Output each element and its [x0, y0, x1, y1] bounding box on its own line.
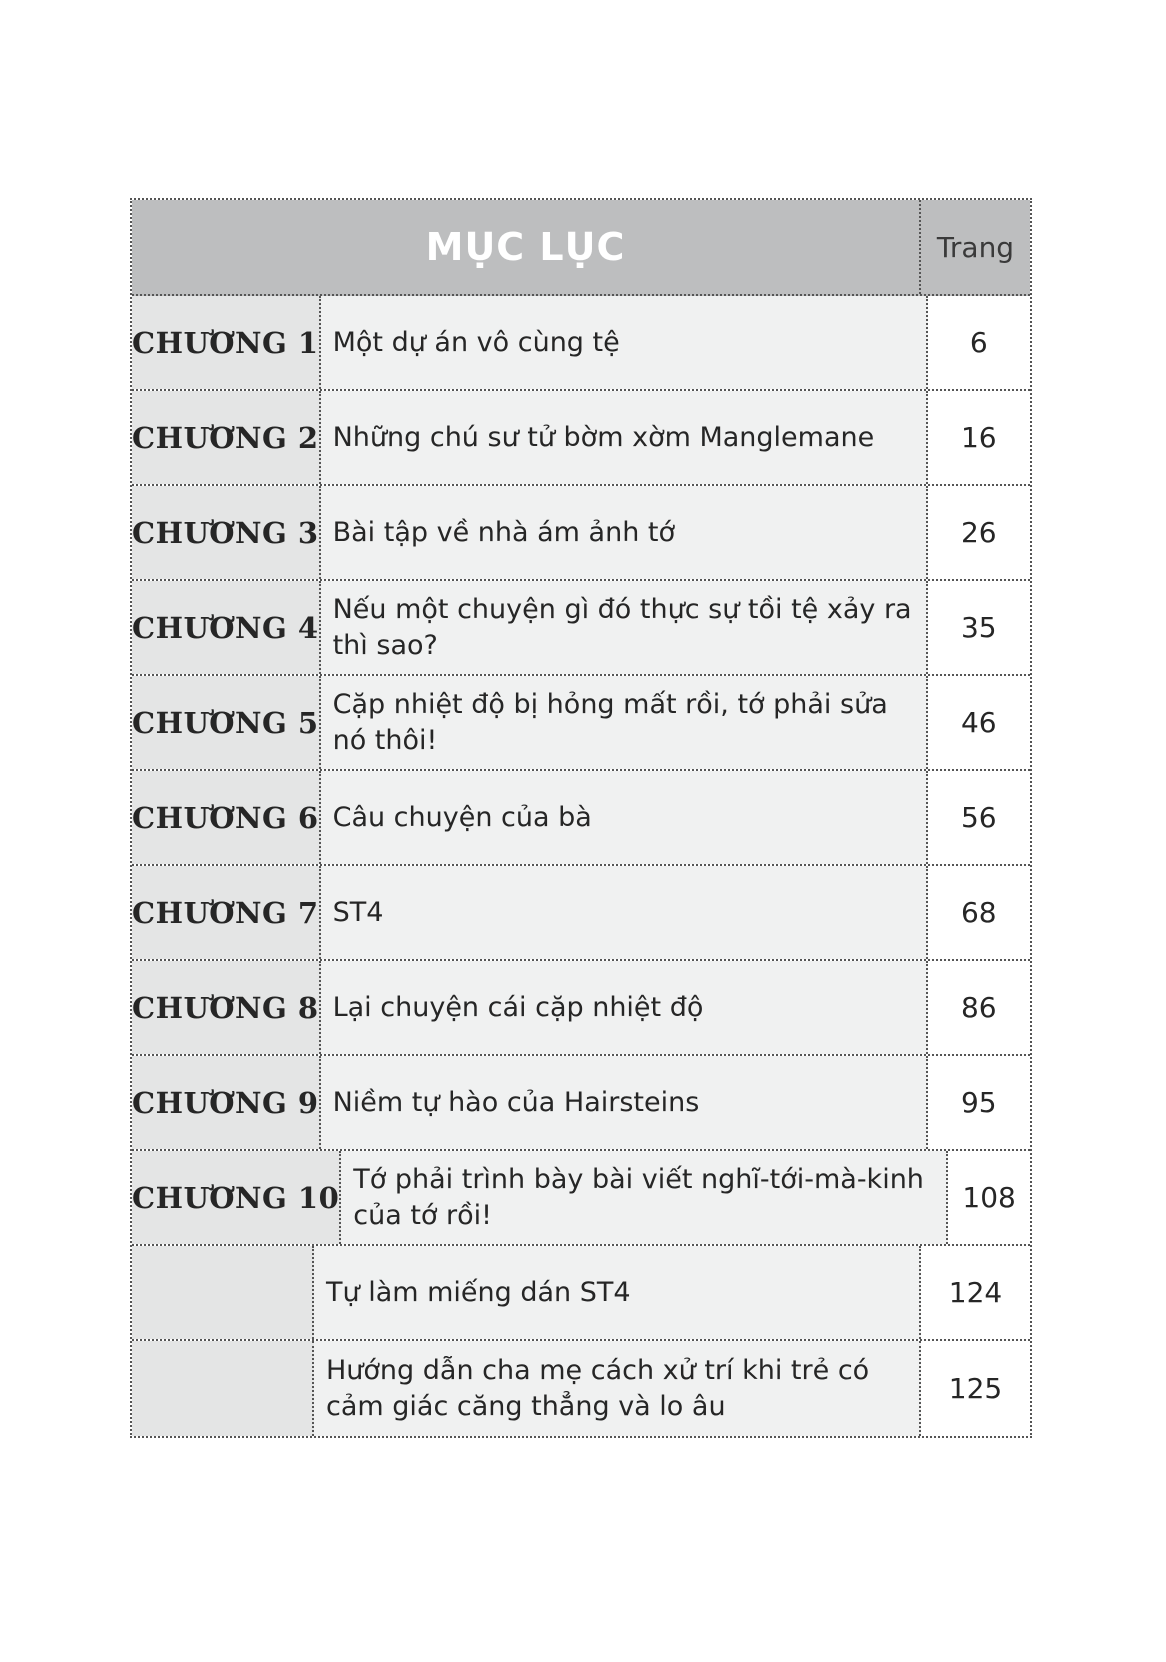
toc-title: MỤC LỤC [132, 200, 921, 294]
chapter-title: Bài tập về nhà ám ảnh tớ [321, 486, 928, 579]
toc-row [132, 1246, 1030, 1341]
chapter-title: ST4 [321, 866, 928, 959]
page-number: 108 [948, 1151, 1030, 1244]
chapter-label: CHƯƠNG 7 [132, 866, 321, 959]
chapter-label: CHƯƠNG 2 [132, 391, 321, 484]
chapter-title: Tớ phải trình bày bài viết nghĩ-tới-mà-kinh của tớ rồi! [341, 1151, 948, 1244]
chapter-label: CHƯƠNG 10 [132, 1151, 341, 1244]
toc-row [132, 581, 1030, 676]
page-number: 86 [928, 961, 1030, 1054]
chapter-title: Cặp nhiệt độ bị hỏng mất rồi, tớ phải sửa nó thôi! [321, 676, 928, 769]
chapter-title: Niềm tự hào của Hairsteins [321, 1056, 928, 1149]
chapter-label: CHƯƠNG 9 [132, 1056, 321, 1149]
toc-header [132, 200, 1030, 296]
page-number: 95 [928, 1056, 1030, 1149]
chapter-label: CHƯƠNG 6 [132, 771, 321, 864]
page-number: 124 [921, 1246, 1030, 1339]
page-number: 16 [928, 391, 1030, 484]
page-number: 68 [928, 866, 1030, 959]
toc-row [132, 296, 1030, 391]
chapter-label [132, 1246, 314, 1339]
toc-row [132, 866, 1030, 961]
page-number: 125 [921, 1341, 1030, 1436]
chapter-label: CHƯƠNG 1 [132, 296, 321, 389]
chapter-label: CHƯƠNG 5 [132, 676, 321, 769]
page-number: 46 [928, 676, 1030, 769]
chapter-title: Hướng dẫn cha mẹ cách xử trí khi trẻ có cảm giác căng thẳng và lo âu [314, 1341, 921, 1436]
page-number: 56 [928, 771, 1030, 864]
page-number: 6 [928, 296, 1030, 389]
toc-row [132, 1151, 1030, 1246]
chapter-title: Một dự án vô cùng tệ [321, 296, 928, 389]
chapter-label: CHƯƠNG 4 [132, 581, 321, 674]
toc-row [132, 676, 1030, 771]
chapter-label: CHƯƠNG 3 [132, 486, 321, 579]
toc-row [132, 1056, 1030, 1151]
toc-row [132, 486, 1030, 581]
page-column-header: Trang [936, 230, 1015, 264]
toc-row [132, 961, 1030, 1056]
page-number: 35 [928, 581, 1030, 674]
chapter-title: Câu chuyện của bà [321, 771, 928, 864]
chapter-title: Những chú sư tử bờm xờm Manglemane [321, 391, 928, 484]
table-of-contents [130, 198, 1032, 1438]
toc-row [132, 391, 1030, 486]
toc-row [132, 771, 1030, 866]
chapter-title: Tự làm miếng dán ST4 [314, 1246, 921, 1339]
chapter-title: Lại chuyện cái cặp nhiệt độ [321, 961, 928, 1054]
toc-row [132, 1341, 1030, 1436]
chapter-label: CHƯƠNG 8 [132, 961, 321, 1054]
page-number: 26 [928, 486, 1030, 579]
chapter-label [132, 1341, 314, 1436]
chapter-title: Nếu một chuyện gì đó thực sự tồi tệ xảy ra thì sao? [321, 581, 928, 674]
